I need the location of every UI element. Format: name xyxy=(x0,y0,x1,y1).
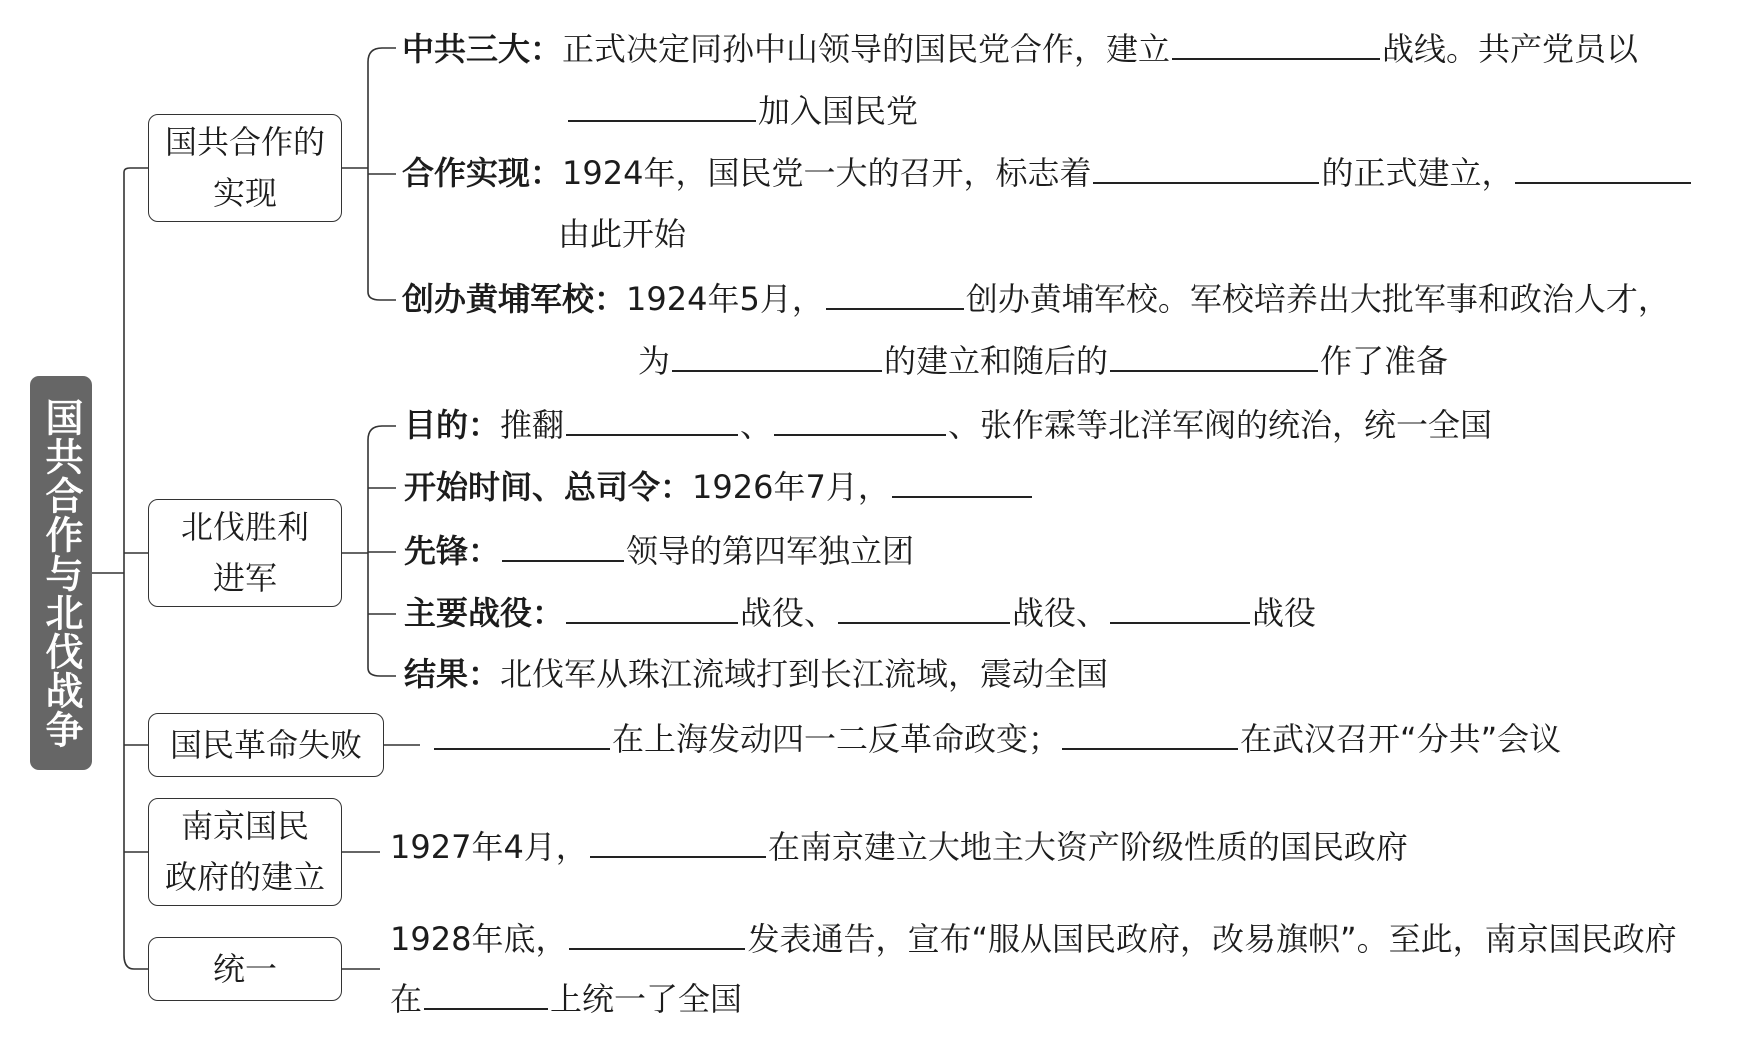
item-text: 在 xyxy=(390,980,423,1018)
branch-title-line: 进军 xyxy=(212,559,277,597)
fill-blank[interactable] xyxy=(1110,340,1318,372)
fill-blank[interactable] xyxy=(838,592,1010,624)
fill-blank[interactable] xyxy=(672,340,882,372)
fill-blank[interactable] xyxy=(590,826,766,858)
fill-blank[interactable] xyxy=(1093,152,1319,184)
item-text: 的正式建立， xyxy=(1321,154,1514,192)
item-result xyxy=(404,654,1108,694)
branch-title-line: 实现 xyxy=(212,174,277,212)
item-text: 战役 xyxy=(1252,594,1317,632)
item-unification xyxy=(390,918,1677,959)
item-whampoa-continuation xyxy=(638,340,1448,381)
item-start-time xyxy=(404,466,1034,507)
item-whampoa xyxy=(402,278,1670,319)
fill-blank[interactable] xyxy=(566,404,738,436)
item-third-congress-continuation xyxy=(566,90,918,131)
item-label: 目的： xyxy=(404,406,501,444)
fill-blank[interactable] xyxy=(502,530,624,562)
branch-box-unification xyxy=(148,937,342,1001)
item-text: 推翻 xyxy=(500,406,565,444)
item-text: 的建立和随后的 xyxy=(884,342,1109,380)
fill-blank[interactable] xyxy=(568,90,756,122)
item-text: 1926年7月， xyxy=(692,468,890,506)
item-text: 加入国民党 xyxy=(758,92,919,130)
branch-title-line: 北伐胜利 xyxy=(180,508,309,546)
item-text: 创办黄埔军校。军校培养出大批军事和政治人才， xyxy=(965,280,1670,318)
item-text: 1924年5月， xyxy=(626,280,824,318)
item-text: 由此开始 xyxy=(558,215,687,253)
item-text: 在上海发动四一二反革命政变； xyxy=(612,720,1061,758)
branch-box-revolution-failure xyxy=(148,713,384,777)
root-topic-title xyxy=(30,376,92,770)
branch-box-cooperation xyxy=(148,114,342,222)
item-text: 、 xyxy=(740,406,773,444)
branch-box-northern-expedition xyxy=(148,499,342,607)
item-text: 在南京建立大地主大资产阶级性质的国民政府 xyxy=(767,828,1408,866)
branch-title-line: 国民革命失败 xyxy=(169,725,362,764)
branch-title-line: 国共合作的 xyxy=(164,123,325,161)
item-cooperation-realized xyxy=(402,152,1693,193)
item-label: 中共三大： xyxy=(402,30,563,68)
fill-blank[interactable] xyxy=(892,466,1032,498)
item-text: 为 xyxy=(638,342,671,380)
item-text: 在武汉召开“分共”会议 xyxy=(1240,720,1562,758)
item-text: 战役、 xyxy=(1012,594,1109,632)
item-purpose xyxy=(404,404,1492,445)
item-revolution-failure xyxy=(432,718,1561,759)
item-text: 上统一了全国 xyxy=(550,980,743,1018)
branch-box-nanjing-government xyxy=(148,798,342,906)
item-main-battles xyxy=(404,592,1316,633)
item-nanjing-government xyxy=(390,826,1408,867)
item-third-congress xyxy=(402,28,1638,69)
branch-title-line: 统一 xyxy=(212,949,277,988)
fill-blank[interactable] xyxy=(1110,592,1250,624)
item-cooperation-continuation xyxy=(558,214,686,254)
fill-blank[interactable] xyxy=(1515,152,1691,184)
root-topic-text: 国共合作与北伐战争 xyxy=(39,397,83,749)
fill-blank[interactable] xyxy=(424,978,548,1010)
item-unification-continuation xyxy=(390,978,742,1019)
fill-blank[interactable] xyxy=(774,404,946,436)
fill-blank[interactable] xyxy=(1172,28,1380,60)
fill-blank[interactable] xyxy=(826,278,964,310)
item-label: 先锋： xyxy=(404,532,501,570)
item-label: 创办黄埔军校： xyxy=(402,280,627,318)
fill-blank[interactable] xyxy=(569,918,745,950)
item-text: 战线。共产党员以 xyxy=(1382,30,1639,68)
item-text: 战役、 xyxy=(740,594,837,632)
branch-title-line: 南京国民 xyxy=(180,807,309,845)
item-text: 、张作霖等北洋军阀的统治，统一全国 xyxy=(948,406,1493,444)
item-label: 结果： xyxy=(404,655,501,693)
fill-blank[interactable] xyxy=(434,718,610,750)
item-text: 1927年4月， xyxy=(390,828,588,866)
branch-title-line: 政府的建立 xyxy=(164,858,325,896)
item-text: 领导的第四军独立团 xyxy=(626,532,915,570)
item-text: 发表通告，宣布“服从国民政府，改易旗帜”。至此，南京国民政府 xyxy=(747,920,1677,958)
item-text: 北伐军从珠江流域打到长江流域，震动全国 xyxy=(500,655,1109,693)
item-text: 1924年，国民党一大的召开，标志着 xyxy=(562,154,1092,192)
item-label: 开始时间、总司令： xyxy=(404,468,693,506)
item-text: 1928年底， xyxy=(390,920,568,958)
item-label: 主要战役： xyxy=(404,594,565,632)
item-label: 合作实现： xyxy=(402,154,563,192)
item-text: 正式决定同孙中山领导的国民党合作，建立 xyxy=(562,30,1171,68)
item-vanguard xyxy=(404,530,914,571)
fill-blank[interactable] xyxy=(1062,718,1238,750)
item-text: 作了准备 xyxy=(1320,342,1449,380)
fill-blank[interactable] xyxy=(566,592,738,624)
